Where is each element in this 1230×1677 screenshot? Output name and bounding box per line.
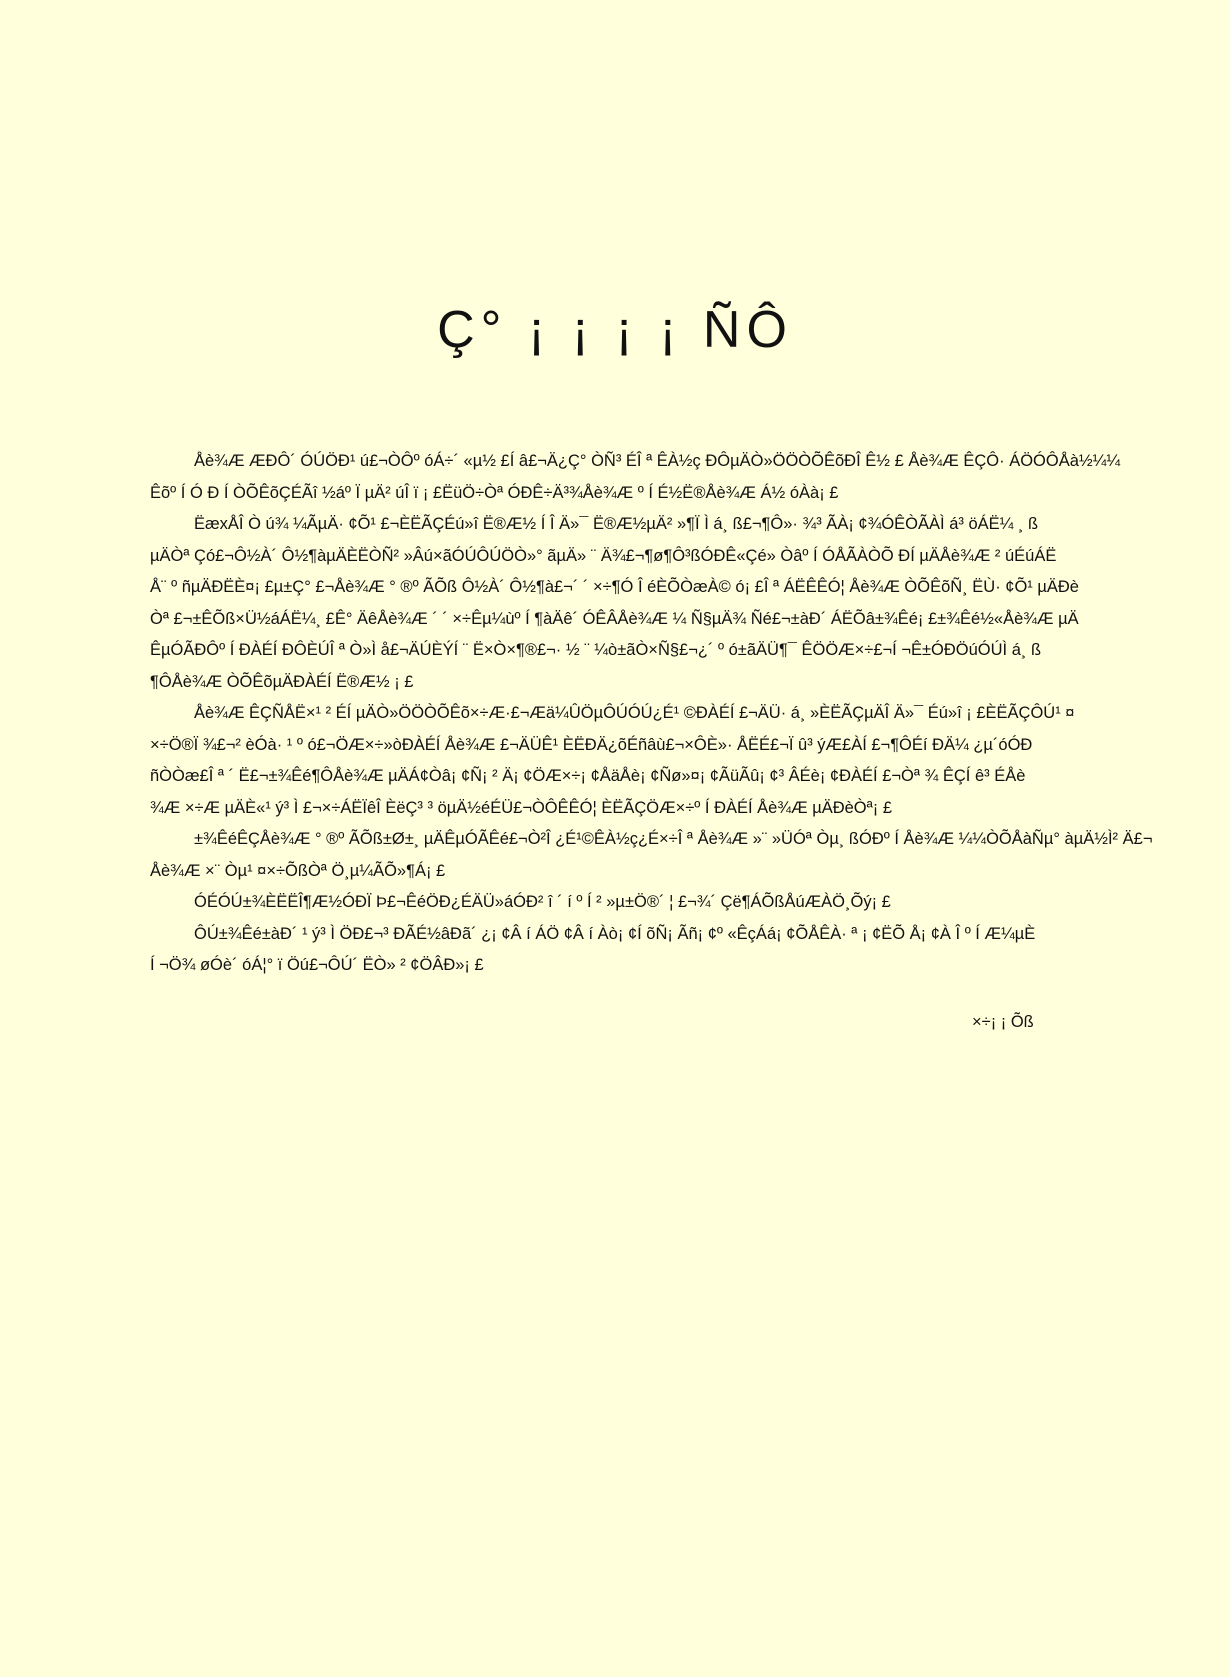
text-line: ±¾ÊéÊÇÅè¾Æ ° ®º ÃÕß±Ø±¸ µÄÊµÓÃÊé£¬Ò²Î ¿É¹©ÊÀ½ç¿É×÷Î ª Åè¾Æ »¨ »ÜÓª Òµ¸ ßÓÐº Í Åè¾Æ ¼¼ÒÕÅàÑµ° àµÄ½Ì² Ä£¬ [194, 830, 1153, 848]
preface-body [150, 446, 1153, 982]
text-line: Òª £¬±ÊÕß×Ü½áÁË¼¸ £Ê° ÄêÅè¾Æ ´ ´ ×÷Êµ¼ùº Í ¶àÄê´ ÓÊÂÅè¾Æ ¼ Ñ§µÄ¾ Ñé£¬±àÐ´ ÁËÕâ±¾Êé¡ £±¾Êé½«Åè¾Æ µÄ [150, 609, 1079, 628]
text-line: µÄÒª Çó£¬Ô½À´ Ô½¶àµÄÈËÒÑ² »Âú×ãÓÚÔÚÖÒ»° ãµÄ» ¨ Ä¾£¬¶ø¶Ô³ßÓÐÊ«Çé» Òâº Í ÓÅÃÀÒÕ ÐÍ µÄÅè¾Æ ² úÉúÁË [150, 546, 1057, 565]
text-line: ¶ÔÅè¾Æ ÒÕÊõµÄÐÀÉÍ Ë®Æ½ ¡ £ [150, 672, 414, 691]
text-line: Åè¾Æ ÊÇÑÅË×¹ ² ÉÍ µÄÒ»ÖÖÒÕÊõ×÷Æ·£¬Æä¼ÛÖµÔÚÓÚ¿É¹ ©ÐÀÉÍ £¬ÄÜ· á¸ »ÈËÃÇµÄÎ Ä»¯ Éú»î ¡ £ÈËÃÇÔÚ¹ ¤ [194, 704, 1075, 722]
text-line: Êõº Í Ó Ð Í ÒÕÊõÇÉÃî ½áº Ï µÄ² úÎ ï ¡ £ËüÖ÷Òª ÓÐÊ÷Ä³¾Åè¾Æ º Í É½Ë®Åè¾Æ Á½ óÀà¡ £ [150, 483, 839, 502]
text-line: ÓÉÓÚ±¾ÈËËÎ¶Æ½ÓÐÏ Þ£¬ÊéÖÐ¿ÉÄÜ»áÓÐ² î ´ í º Í ² »µ±Ö®´ ¦ £¬¾´ Çë¶ÁÕßÅúÆÀÖ¸Õý¡ £ [194, 893, 891, 911]
text-line: ÊµÓÃÐÔº Í ÐÀÉÍ ÐÔÈÚÎ ª Ò»Ì å£¬ÄÚÈÝÍ ¨ Ë×Ò×¶®£¬· ½ ¨ ¼ò±ãÒ×Ñ§£¬¿´ º ó±ãÄÜ¶¯ ÊÖÖÆ×÷£¬Í ¬Ê±ÓÐÖúÓÚÌ á¸ ß [150, 641, 1042, 659]
text-line: Åè¾Æ ×¨ Òµ¹ ¤×÷ÕßÒª Ö¸µ¼ÃÕ»¶Á¡ £ [150, 861, 446, 880]
text-line: ¾Æ ×÷Æ µÄÈ«¹ ý³ Ì £¬×÷ÁËÏêÎ ÈëÇ³ ³ öµÄ½éÉÜ£¬ÒÔÊÊÓ¦ ÈËÃÇÖÆ×÷º Í ÐÀÉÍ Åè¾Æ µÄÐèÒª¡ £ [150, 798, 892, 817]
page-title: Ç° ¡ ¡ ¡ ¡ ÑÔ [437, 301, 793, 359]
text-line: Í ¬Ö¾ øÓè´ óÁ¦° ï Öú£¬ÔÚ´ ËÒ» ² ¢ÖÂÐ»¡ £ [150, 956, 484, 974]
text-line: ËæxÅÎ Ò ú¾ ¼ÃµÄ· ¢Õ¹ £¬ÈËÃÇÉú»î Ë®Æ½ Í Î Ä»¯ Ë®Æ½µÄ² »¶Ï Ì á¸ ß£¬¶Ô»· ¾³ ÃÀ¡ ¢¾ÓÊÒÃÀÌ á³ öÁË¼ ¸ ß [194, 515, 1039, 533]
text-line: ×÷Ö®Ï ¾£¬² èÓà· ¹ º ó£¬ÖÆ×÷»òÐÀÉÍ Åè¾Æ £¬ÄÜÊ¹ ÈËÐÄ¿õÉñâù£¬×ÔÈ»· ÅËÉ£¬Ï û³ ýÆ£ÀÍ £¬¶ÔÉí ÐÄ¼ ¿µ´óÓÐ [150, 735, 1033, 754]
text-line: ÔÚ±¾Êé±àÐ´ ¹ ý³ Ì ÖÐ£¬³ ÐÃÉ½âÐã´ ¿¡ ¢Â í ÁÖ ¢Â í Àò¡ ¢Í õÑ¡ Ãñ¡ ¢º «ÊçÁá¡ ¢ÕÅÊÀ· ª ¡ ¢ËÕ Å¡ ¢À Î º Í Æ¼µÈ [194, 924, 1036, 943]
text-line: ñÒÒæ£Î ª ´ Ë£¬±¾Êé¶ÔÅè¾Æ µÄÁ¢Òâ¡ ¢Ñ¡ ² Ä¡ ¢ÖÆ×÷¡ ¢ÅäÅè¡ ¢Ñø»¤¡ ¢ÃüÃû¡ ¢³ ÂÉè¡ ¢ÐÀÉÍ £¬Òª ¾ ÊÇÍ ê³ ÉÅè [150, 767, 1026, 785]
text-line: Åè¾Æ ÆÐÔ´ ÓÚÖÐ¹ ú£¬ÒÔº óÁ÷´ «µ½ £Í â£¬Ä¿Ç° ÒÑ³ ÉÎ ª ÊÀ½ç ÐÔµÄÒ»ÖÖÒÕÊõÐÎ Ê½ £ Åè¾Æ ÊÇÔ· ÁÖÓÔÅà½¼¼ [194, 452, 1121, 470]
text-line: Å¨ º ñµÄÐËÈ¤¡ £µ±Ç° £¬Åè¾Æ ° ®º ÃÕß Ô½À´ Ô½¶à£¬´ ´ ×÷¶Ó Î éÈÕÒæÀ© ó¡ £Î ª ÁËÊÊÓ¦ Åè¾Æ ÒÕÊõÑ¸ ËÙ· ¢Õ¹ µÄÐè [150, 578, 1079, 596]
author-signature: ×÷¡ ¡ Õß [972, 1013, 1034, 1031]
